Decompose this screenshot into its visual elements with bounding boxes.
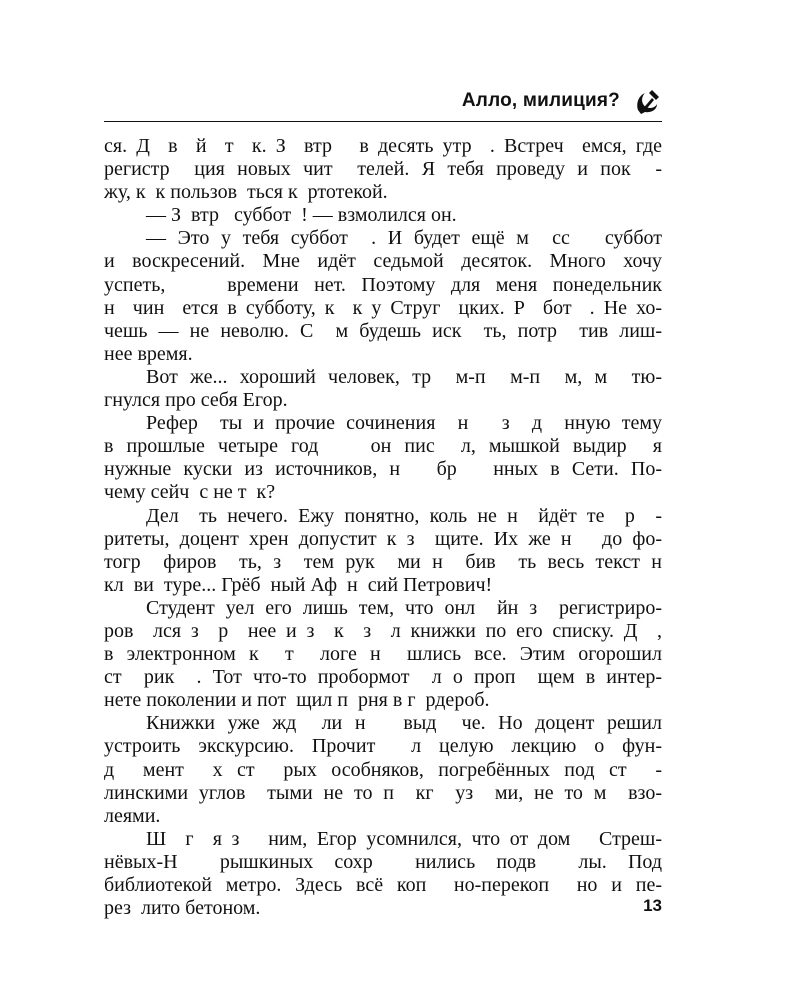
text-line: и воскресений. Мне идёт седьмой десяток. Много хочу — [104, 250, 662, 273]
text-line: кл ви туре... Грёб ный Аф н сий Петрович! — [104, 573, 493, 596]
text-line: устроить экскурсию. Прочит л целую лекцию о фун- — [104, 735, 662, 758]
text-line: н чин ется в субботу, к к у Струг цких. Р бот . Не хо- — [104, 296, 662, 319]
text-line: Дел ть нечего. Ежу понятно, коль не н йдёт те р - — [146, 504, 662, 527]
text-line: нете поколении и пот щил п рня в г рдероб. — [104, 689, 490, 712]
text-line: рез лито бетоном. — [104, 897, 261, 920]
text-line: нужные куски из источников, н бр нных в Сети. По- — [104, 458, 662, 481]
text-line: тогр фиров ть, з тем рук ми н бив ть весь текст н — [104, 550, 662, 573]
text-line: — З втр суббот ! — взмолился он. — [146, 204, 457, 227]
text-line: ст рик . Тот что-то пробормот л о проп щем в интер- — [104, 666, 662, 689]
text-line: в электронном к т логе н шлись все. Этим огорошил — [104, 643, 662, 666]
running-title: Алло, милиция? — [461, 90, 620, 111]
text-line: Ш г я з ним, Егор усомнился, что от дом Стреш- — [146, 827, 662, 850]
text-line: Рефер ты и прочие сочинения н з д нную тему — [146, 412, 662, 435]
text-line: линскими углов тыми не то п кг уз ми, не то м взо- — [104, 781, 662, 804]
text-line: ся. Д в й т к. З втр в десять утр . Встреч емся, где — [104, 135, 662, 157]
text-line: — Это у тебя суббот . И будет ещё м сс суббот — [146, 227, 662, 250]
page-number: 13 — [643, 896, 662, 915]
header-rule — [104, 121, 662, 122]
text-line: д мент х ст рых особняков, погребённых под ст - — [104, 758, 662, 781]
text-line: ритеты, доцент хрен допустит к з щите. Их же н до фо- — [104, 527, 662, 550]
text-line: жу, к к пользов ться к ртотекой. — [104, 181, 388, 204]
text-line: нёвых-Н рышкиных сохр нились подв лы. Под — [104, 850, 662, 873]
text-line: Книжки уже жд ли н выд че. Но доцент решил — [146, 712, 662, 735]
text-line: чешь — не неволю. С м будешь иск ть, потр тив лиш- — [104, 319, 662, 342]
text-line: гнулся про себя Егор. — [104, 389, 288, 412]
text-line: чему сейч с не т к? — [104, 481, 276, 504]
text-line: нее время. — [104, 342, 193, 365]
body-text — [104, 135, 662, 920]
text-line: регистр ция новых чит телей. Я тебя проведу и пок - — [104, 158, 662, 181]
text-line: леями. — [104, 804, 161, 827]
text-line: Студент уел его лишь тем, что онл йн з регистриро- — [146, 596, 662, 619]
text-line: в прошлые четыре год он пис л, мышкой выдир я — [104, 435, 662, 458]
running-head — [104, 86, 662, 116]
hammer-sickle-icon — [632, 86, 662, 116]
text-line: ров лся з р нее и з к з л книжки по его списку. Д , — [104, 619, 662, 642]
text-line: успеть, времени нет. Поэтому для меня понедельник — [104, 273, 662, 296]
text-line: Вот же... хороший человек, тр м-п м-п м, м тю- — [146, 365, 662, 388]
text-line: библиотекой метро. Здесь всё коп но-перекоп но и пе- — [104, 874, 662, 896]
